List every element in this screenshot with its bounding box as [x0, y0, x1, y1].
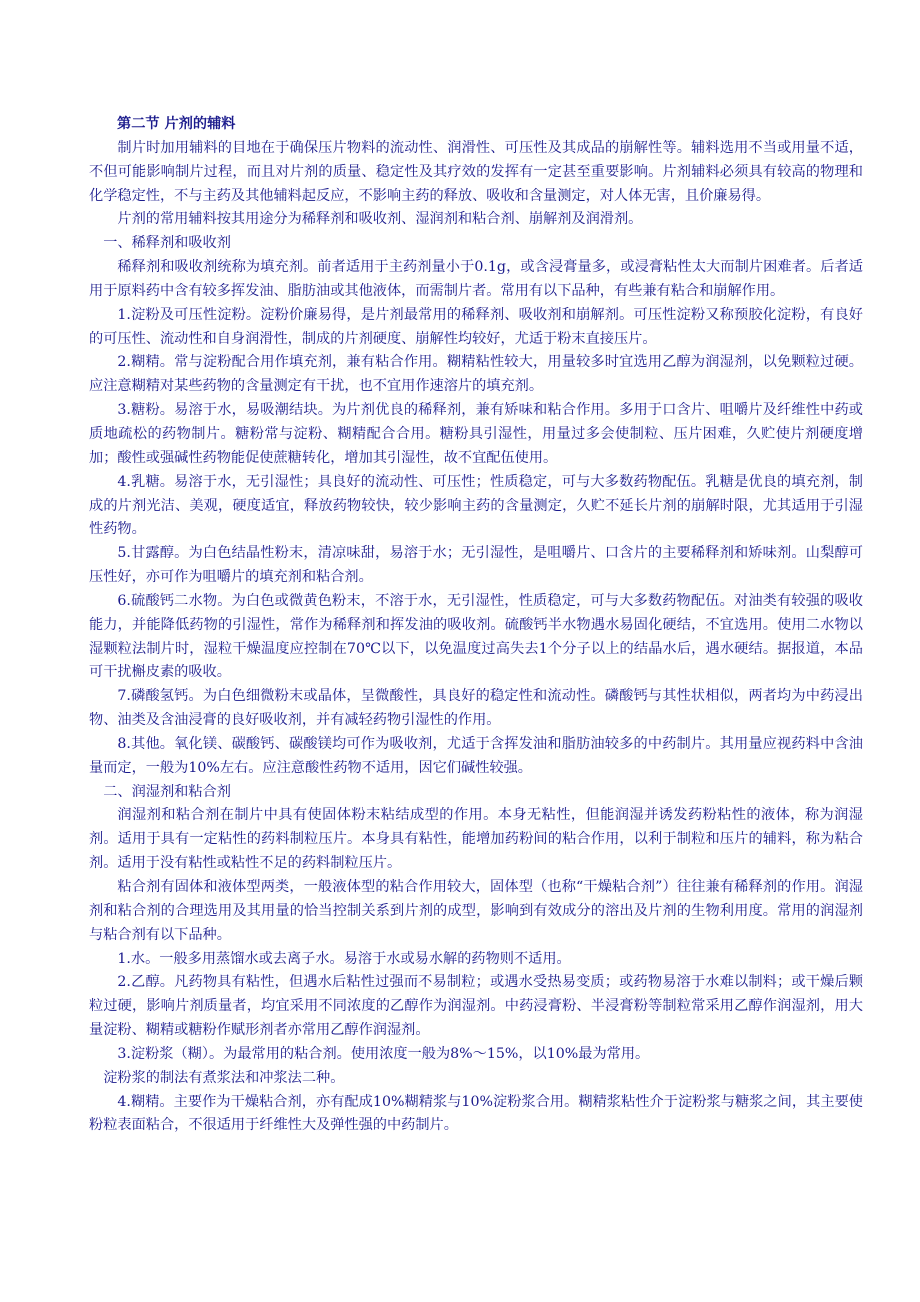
paragraph: 1.水。一般多用蒸馏水或去离子水。易溶于水或易水解的药物则不适用。: [117, 950, 571, 967]
paragraph: 4.乳糖。易溶于水，无引湿性；具良好的流动性、可压性；性质稳定，可与大多数药物配伍。乳糖是优良的填充剂，制成的片剂光洁、美观，硬度适宜，释放药物较快，较少影响主药的含量测定，久贮不延长片剂的崩解时限，尤其适用于引湿性药物。: [89, 473, 863, 538]
paragraph: 8.其他。氧化镁、碳酸钙、碳酸镁均可作为吸收剂，尤适于含挥发油和脂肪油较多的中药制片。其用量应视药料中含油量而定，一般为10%左右。应注意酸性药物不适用，因它们碱性较强。: [89, 735, 863, 776]
paragraph: 粘合剂有固体和液体型两类，一般液体型的粘合作用较大，固体型（也称“干燥粘合剂”）往往兼有稀释剂的作用。润湿剂和粘合剂的合理选用及其用量的恰当控制关系到片剂的成型，影响到有效成分的溶出及片剂的生物利用度。常用的润湿剂与粘合剂有以下品种。: [89, 879, 863, 943]
paragraph: 6.硫酸钙二水物。为白色或微黄色粉末，不溶于水，无引湿性，性质稳定，可与大多数药物配伍。对油类有较强的吸收能力，并能降低药物的引湿性，常作为稀释剂和挥发油的吸收剂。硫酸钙半水物遇水易固化硬结，不宜选用。使用二水物以湿颗粒法制片时，湿粒干燥温度应控制在70℃以下，以免温度过高失去1个分子以上的结晶水后，遇水硬结。据报道，本品可干扰槲皮素的吸收。: [89, 592, 863, 681]
document-body: [89, 113, 863, 1138]
paragraph: 稀释剂和吸收剂统称为填充剂。前者适用于主药剂量小于0.1g，或含浸膏量多，或浸膏粘性太大而制片困难者。后者适用于原料药中含有较多挥发油、脂肪油或其他液体，而需制片者。常用有以下品种，有些兼有粘合和崩解作用。: [89, 259, 863, 299]
paragraph: 制片时加用辅料的目地在于确保压片物料的流动性、润滑性、可压性及其成品的崩解性等。辅料选用不当或用量不适，不但可能影响制片过程，而且对片剂的质量、稳定性及其疗效的发挥有一定甚至重要影响。片剂辅料必须具有较高的物理和化学稳定性，不与主药及其他辅料起反应，不影响主药的释放、吸收和含量测定，对人体无害，且价廉易得。: [89, 139, 863, 204]
paragraph: 3.糖粉。易溶于水，易吸潮结块。为片剂优良的稀释剂，兼有矫味和粘合作用。多用于口含片、咀嚼片及纤维性中药或质地疏松的药物制片。糖粉常与淀粉、糊精配合合用。糖粉具引湿性，用量过多会使制粒、压片困难，久贮使片剂硬度增加；酸性或强碱性药物能促使蔗糖转化，增加其引湿性，故不宜配伍使用。: [89, 402, 863, 466]
section-heading: 二、润湿剂和粘合剂: [103, 783, 231, 800]
paragraph: 4.糊精。主要作为干燥粘合剂，亦有配成10%糊精浆与10%淀粉浆合用。糊精浆粘性介于淀粉浆与糖浆之间，其主要使粉粒表面粘合，不很适用于纤维性大及弹性强的中药制片。: [89, 1093, 863, 1134]
paragraph: 片剂的常用辅料按其用途分为稀释剂和吸收剂、湿润剂和粘合剂、崩解剂及润滑剂。: [117, 211, 643, 228]
paragraph: 2.糊精。常与淀粉配合用作填充剂，兼有粘合作用。糊精粘性较大，用量较多时宜选用乙醇为润湿剂，以免颗粒过硬。应注意糊精对某些药物的含量测定有干扰，也不宜用作速溶片的填充剂。: [89, 354, 863, 395]
paragraph: 5.甘露醇。为白色结晶性粉末，清凉味甜，易溶于水；无引湿性，是咀嚼片、口含片的主要稀释剂和矫味剂。山梨醇可压性好，亦可作为咀嚼片的填充剂和粘合剂。: [89, 545, 863, 586]
paragraph: 3.淀粉浆（糊）。为最常用的粘合剂。使用浓度一般为8%～15%，以10%最为常用。: [117, 1045, 650, 1062]
paragraph: 润湿剂和粘合剂在制片中具有使固体粉末粘结成型的作用。本身无粘性，但能润湿并诱发药粉粘性的液体，称为润湿剂。适用于具有一定粘性的药料制粒压片。本身具有粘性，能增加药粉间的粘合作用，以利于制粒和压片的辅料，称为粘合剂。适用于没有粘性或粘性不足的药料制粒压片。: [89, 807, 863, 872]
section-heading: 一、稀释剂和吸收剂: [103, 235, 231, 252]
paragraph: 淀粉浆的制法有煮浆法和冲浆法二种。: [103, 1069, 345, 1086]
paragraph-list: [89, 137, 863, 1138]
paragraph: 1.淀粉及可压性淀粉。淀粉价廉易得，是片剂最常用的稀释剂、吸收剂和崩解剂。可压性淀粉又称预胶化淀粉，有良好的可压性、流动性和自身润滑性，制成的片剂硬度、崩解性均较好，尤适于粉末直接压片。: [89, 306, 863, 347]
paragraph: 2.乙醇。凡药物具有粘性，但遇水后粘性过强而不易制粒；或遇水受热易变质；或药物易溶于水难以制料；或干燥后颗粒过硬，影响片剂质量者，均宜采用不同浓度的乙醇作为润湿剂。中药浸膏粉、半浸膏粉等制粒常采用乙醇作润湿剂，用大量淀粉、糊精或糖粉作赋形剂者亦常用乙醇作润湿剂。: [89, 974, 863, 1039]
section-title: 第二节 片剂的辅料: [117, 116, 236, 132]
paragraph: 7.磷酸氢钙。为白色细微粉末或晶体，呈微酸性，具良好的稳定性和流动性。磷酸钙与其性状相似，两者均为中药浸出物、油类及含油浸膏的良好吸收剂，并有减轻药物引湿性的作用。: [89, 688, 863, 729]
